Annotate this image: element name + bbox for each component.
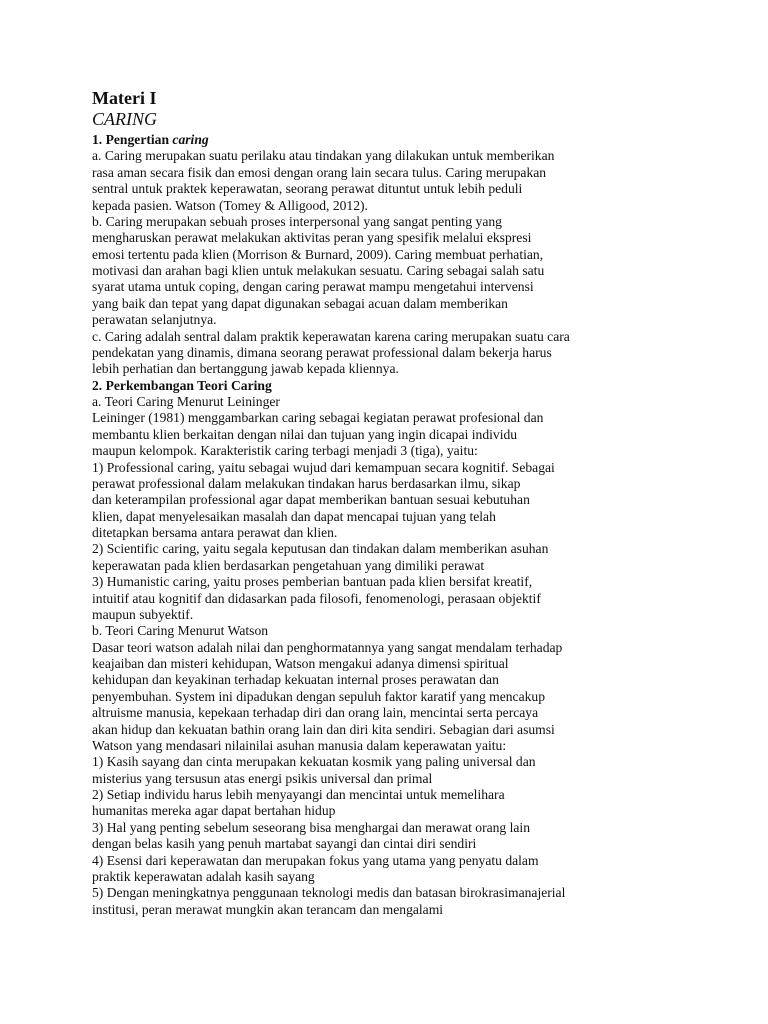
text-line: Watson yang mendasari nilainilai asuhan manusia dalam keperawatan yaitu:: [92, 737, 507, 753]
text-line: motivasi dan arahan bagi klien untuk melakukan sesuatu. Caring sebagai salah satu: [92, 263, 545, 278]
text-line: akan hidup dan kekuatan bathin orang lain dan diri kita sendiri. Sebagian dari asumsi: [92, 721, 555, 737]
text-line: 2) Setiap individu harus lebih menyayangi dan mencintai untuk memelihara: [92, 787, 505, 802]
text-line: 5) Dengan meningkatnya penggunaan teknologi medis dan batasan birokrasimanajerial: [92, 885, 566, 901]
text-line: penyembuhan. System ini dipadukan dengan sepuluh faktor karatif yang mencakup: [92, 688, 546, 704]
text-line: humanitas mereka agar dapat bertahan hidup: [92, 803, 336, 819]
text-line: 1) Kasih sayang dan cinta merupakan kekuatan kosmik yang paling universal dan: [92, 754, 536, 770]
text-line: b. Teori Caring Menurut Watson: [92, 623, 269, 639]
text-line: institusi, peran merawat mungkin akan terancam dan mengalami: [92, 901, 444, 917]
document-body: [92, 88, 652, 918]
text-line: maupun kelompok. Karakteristik caring terbagi menjadi 3 (tiga), yaitu:: [92, 443, 478, 459]
text-line: mengharuskan perawat melakukan aktivitas peran yang spesifik melalui ekspresi: [92, 230, 532, 246]
text-line: yang baik dan tepat yang dapat digunakan sebagai acuan dalam memberikan: [92, 295, 508, 311]
text-line: a. Caring merupakan suatu perilaku atau tindakan yang dilakukan untuk memberikan: [92, 148, 555, 164]
text-line: b. Caring merupakan sebuah proses interpersonal yang sangat penting yang: [92, 213, 502, 229]
text-line: emosi tertentu pada klien (Morrison & Burnard, 2009). Caring membuat perhatian,: [92, 246, 544, 262]
text-line: intuitif atau kognitif dan didasarkan pada filosofi, fenomenologi, perasaan objektif: [92, 590, 541, 606]
text-line: 3) Humanistic caring, yaitu proses pemberian bantuan pada klien bersifat kreatif,: [92, 574, 533, 590]
text-line: perawat professional dalam melakukan tindakan harus berdasarkan ilmu, sikap: [92, 475, 521, 491]
text-line: keajaiban dan misteri kehidupan, Watson mengakui adanya dimensi spiritual: [92, 656, 509, 671]
document-subtitle: CARING: [92, 109, 157, 129]
text-line: 1) Professional caring, yaitu sebagai wujud dari kemampuan secara kognitif. Sebagai: [92, 459, 555, 475]
text-line: perawatan selanjutnya.: [92, 312, 217, 328]
text-line: Leininger (1981) menggambarkan caring sebagai kegiatan perawat profesional dan: [92, 410, 544, 426]
text-line: membantu klien berkaitan dengan nilai dan tujuan yang ingin dicapai individu: [92, 426, 518, 442]
text-line: a. Teori Caring Menurut Leininger: [92, 394, 280, 409]
text-line: lebih perhatian dan bertanggung jawab kepada kliennya.: [92, 361, 399, 377]
text-line: klien, dapat menyelesaikan masalah dan dapat mencapai tujuan yang telah: [92, 508, 496, 524]
text-line: dan keterampilan professional agar dapat memberikan bantuan sesuai kebutuhan: [92, 492, 530, 508]
text-line: kepada pasien. Watson (Tomey & Alligood, 2012).: [92, 197, 368, 213]
section-heading: 2. Perkembangan Teori Caring: [92, 377, 272, 393]
text-line: praktik keperawatan adalah kasih sayang: [92, 868, 315, 884]
text-line: c. Caring adalah sentral dalam praktik keperawatan karena caring merupakan suatu cara: [92, 328, 570, 344]
text-line: dengan belas kasih yang penuh martabat sayangi dan cintai diri sendiri: [92, 836, 477, 852]
text-line: 4) Esensi dari keperawatan dan merupakan fokus yang utama yang penyatu dalam: [92, 852, 539, 868]
text-line: 2) Scientific caring, yaitu segala keputusan dan tindakan dalam memberikan asuhan: [92, 541, 549, 557]
text-line: pendekatan yang dinamis, dimana seorang perawat professional dalam bekerja harus: [92, 344, 552, 360]
text-line: sentral untuk praktek keperawatan, seorang perawat dituntut untuk lebih peduli: [92, 181, 523, 197]
text-line: misterius yang tersusun atas energi psikis universal dan primal: [92, 770, 433, 786]
text-line: altruisme manusia, kepekaan terhadap diri dan orang lain, mencintai serta percaya: [92, 705, 539, 721]
text-line: maupun subyektif.: [92, 606, 194, 622]
text-line: 3) Hal yang penting sebelum seseorang bisa menghargai dan merawat orang lain: [92, 819, 531, 835]
text-line: rasa aman secara fisik dan emosi dengan orang lain secara tulus. Caring merupakan: [92, 164, 547, 180]
text-line: kehidupan dan keyakinan terhadap kekuatan internal proses perawatan dan: [92, 672, 499, 688]
document-title: Materi I: [92, 88, 157, 108]
text-line: Dasar teori watson adalah nilai dan penghormatannya yang sangat mendalam terhadap: [92, 639, 563, 655]
text-line: syarat utama untuk coping, dengan caring perawat mampu mengetahui intervensi: [92, 279, 534, 295]
text-line: ditetapkan bersama antara perawat dan klien.: [92, 525, 338, 540]
text-line: keperawatan pada klien berdasarkan pengetahuan yang dimiliki perawat: [92, 557, 485, 573]
section-heading: 1. Pengertian caring: [92, 132, 209, 147]
document-text: [92, 132, 652, 918]
